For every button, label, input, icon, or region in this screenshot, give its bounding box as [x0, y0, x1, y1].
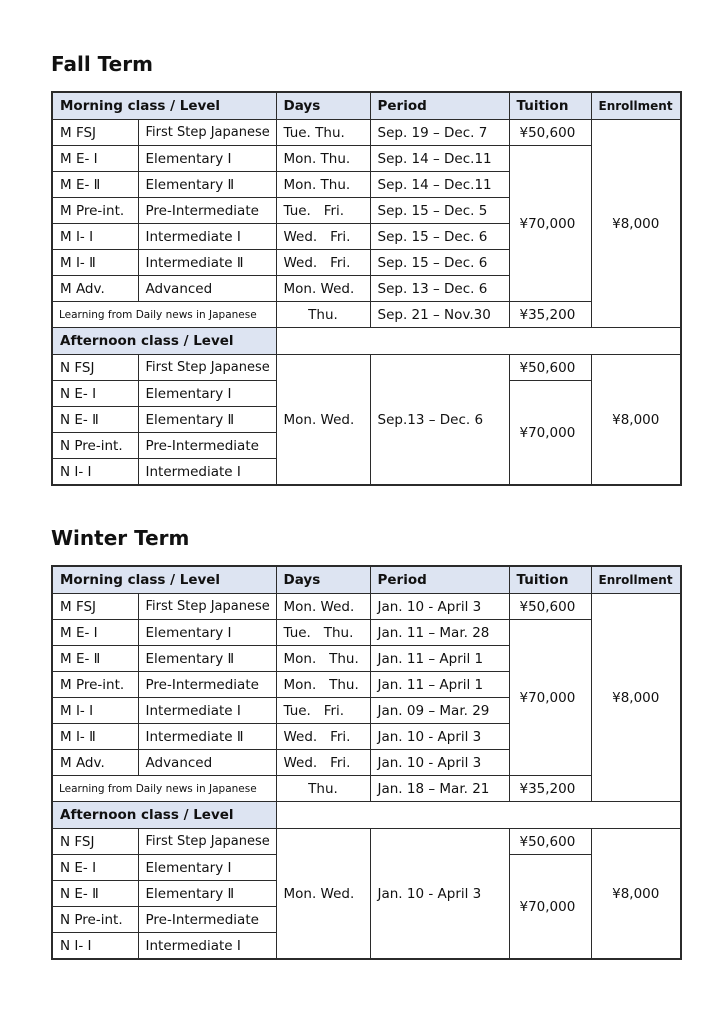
class-period: Jan. 11 – April 1 — [370, 672, 509, 698]
class-level: Elementary Ⅱ — [138, 407, 276, 433]
afternoon-header-row — [52, 328, 681, 355]
class-code: M E- Ⅰ — [52, 620, 138, 646]
class-code: N E- Ⅱ — [52, 881, 138, 907]
winter-schedule-table — [51, 565, 682, 960]
class-level: Intermediate Ⅰ — [138, 933, 276, 960]
class-code: M Pre-int. — [52, 672, 138, 698]
class-code: N I- Ⅰ — [52, 933, 138, 960]
class-level: First Step Japanese — [138, 120, 276, 146]
class-period: Sep. 14 – Dec.11 — [370, 172, 509, 198]
afternoon-period: Jan. 10 - April 3 — [370, 829, 509, 960]
class-level: Elementary Ⅱ — [138, 646, 276, 672]
class-code: M E- Ⅱ — [52, 172, 138, 198]
class-period: Sep. 15 – Dec. 6 — [370, 224, 509, 250]
class-days: Wed. Fri. — [276, 724, 370, 750]
class-code: M FSJ — [52, 120, 138, 146]
class-days: Wed. Fri. — [276, 224, 370, 250]
class-period: Jan. 09 – Mar. 29 — [370, 698, 509, 724]
class-level: Pre-Intermediate — [138, 433, 276, 459]
afternoon-tuition-group: ¥70,000 — [509, 381, 591, 486]
class-period: Jan. 18 – Mar. 21 — [370, 776, 509, 802]
class-days: Mon. Thu. — [276, 146, 370, 172]
class-level: Elementary Ⅱ — [138, 172, 276, 198]
class-code: N Pre-int. — [52, 907, 138, 933]
class-period: Sep. 21 – Nov.30 — [370, 302, 509, 328]
class-tuition: ¥50,600 — [509, 120, 591, 146]
class-period: Sep. 15 – Dec. 6 — [370, 250, 509, 276]
class-code: N E- Ⅰ — [52, 381, 138, 407]
class-period: Sep. 14 – Dec.11 — [370, 146, 509, 172]
class-days: Wed. Fri. — [276, 250, 370, 276]
class-period: Jan. 11 – Mar. 28 — [370, 620, 509, 646]
class-days: Mon. Thu. — [276, 672, 370, 698]
winter-term-title: Winter Term — [51, 526, 190, 550]
class-code: M I- Ⅱ — [52, 250, 138, 276]
header-enrollment: Enrollment — [591, 566, 681, 594]
class-period: Jan. 11 – April 1 — [370, 646, 509, 672]
class-days: Mon. Thu. — [276, 646, 370, 672]
daily-news-class: Learning from Daily news in Japanese — [52, 302, 276, 328]
class-days: Wed. Fri. — [276, 750, 370, 776]
afternoon-enrollment-fee: ¥8,000 — [591, 829, 681, 960]
table-row — [52, 355, 681, 381]
class-code: N Pre-int. — [52, 433, 138, 459]
class-code: M I- Ⅱ — [52, 724, 138, 750]
header-tuition: Tuition — [509, 92, 591, 120]
class-code: N I- Ⅰ — [52, 459, 138, 486]
table-row — [52, 776, 681, 802]
class-code: N FSJ — [52, 355, 138, 381]
table-header-row — [52, 92, 681, 120]
class-days: Mon. Thu. — [276, 172, 370, 198]
table-header-row — [52, 566, 681, 594]
header-class-level: Morning class / Level — [52, 92, 276, 120]
header-period: Period — [370, 566, 509, 594]
morning-enrollment-fee: ¥8,000 — [591, 594, 681, 802]
afternoon-header-row — [52, 802, 681, 829]
afternoon-header-blank — [276, 802, 681, 829]
class-level: Intermediate Ⅱ — [138, 250, 276, 276]
table-row — [52, 302, 681, 328]
class-period: Jan. 10 - April 3 — [370, 750, 509, 776]
class-level: First Step Japanese — [138, 829, 276, 855]
afternoon-enrollment-fee: ¥8,000 — [591, 355, 681, 486]
class-period: Jan. 10 - April 3 — [370, 594, 509, 620]
class-code: M I- Ⅰ — [52, 224, 138, 250]
table-row — [52, 620, 681, 646]
class-code: M FSJ — [52, 594, 138, 620]
class-code: N FSJ — [52, 829, 138, 855]
header-days: Days — [276, 566, 370, 594]
class-level: Intermediate Ⅰ — [138, 224, 276, 250]
class-tuition: ¥35,200 — [509, 776, 591, 802]
class-level: First Step Japanese — [138, 594, 276, 620]
afternoon-header: Afternoon class / Level — [52, 802, 276, 829]
class-level: Pre-Intermediate — [138, 907, 276, 933]
morning-tuition-group: ¥70,000 — [509, 146, 591, 302]
class-tuition: ¥50,600 — [509, 594, 591, 620]
header-enrollment: Enrollment — [591, 92, 681, 120]
class-code: N E- Ⅱ — [52, 407, 138, 433]
class-level: Elementary Ⅰ — [138, 620, 276, 646]
afternoon-days: Mon. Wed. — [276, 355, 370, 486]
class-days: Thu. — [276, 302, 370, 328]
afternoon-tuition-fsj: ¥50,600 — [509, 355, 591, 381]
class-code: M E- Ⅱ — [52, 646, 138, 672]
class-level: Elementary Ⅰ — [138, 381, 276, 407]
class-tuition: ¥35,200 — [509, 302, 591, 328]
class-code: M I- Ⅰ — [52, 698, 138, 724]
class-days: Tue. Fri. — [276, 198, 370, 224]
table-row — [52, 146, 681, 172]
class-level: Pre-Intermediate — [138, 198, 276, 224]
afternoon-period: Sep.13 – Dec. 6 — [370, 355, 509, 486]
afternoon-tuition-group: ¥70,000 — [509, 855, 591, 960]
class-period: Sep. 13 – Dec. 6 — [370, 276, 509, 302]
afternoon-header: Afternoon class / Level — [52, 328, 276, 355]
header-tuition: Tuition — [509, 566, 591, 594]
class-days: Thu. — [276, 776, 370, 802]
class-period: Sep. 19 – Dec. 7 — [370, 120, 509, 146]
class-level: Advanced — [138, 750, 276, 776]
morning-enrollment-fee: ¥8,000 — [591, 120, 681, 328]
class-period: Sep. 15 – Dec. 5 — [370, 198, 509, 224]
table-row — [52, 120, 681, 146]
class-code: M Adv. — [52, 276, 138, 302]
fall-schedule-table — [51, 91, 682, 486]
afternoon-days: Mon. Wed. — [276, 829, 370, 960]
class-level: Elementary Ⅰ — [138, 855, 276, 881]
class-code: M Adv. — [52, 750, 138, 776]
class-level: Advanced — [138, 276, 276, 302]
table-row — [52, 594, 681, 620]
header-class-level: Morning class / Level — [52, 566, 276, 594]
class-level: Intermediate Ⅰ — [138, 698, 276, 724]
afternoon-tuition-fsj: ¥50,600 — [509, 829, 591, 855]
class-days: Tue. Thu. — [276, 120, 370, 146]
morning-tuition-group: ¥70,000 — [509, 620, 591, 776]
class-level: Pre-Intermediate — [138, 672, 276, 698]
class-level: First Step Japanese — [138, 355, 276, 381]
class-level: Elementary Ⅱ — [138, 881, 276, 907]
class-code: M E- Ⅰ — [52, 146, 138, 172]
class-days: Mon. Wed. — [276, 276, 370, 302]
class-code: N E- Ⅰ — [52, 855, 138, 881]
class-code: M Pre-int. — [52, 198, 138, 224]
class-level: Intermediate Ⅰ — [138, 459, 276, 486]
header-days: Days — [276, 92, 370, 120]
afternoon-header-blank — [276, 328, 681, 355]
table-row — [52, 829, 681, 855]
fall-term-title: Fall Term — [51, 52, 153, 76]
class-level: Elementary Ⅰ — [138, 146, 276, 172]
header-period: Period — [370, 92, 509, 120]
class-days: Tue. Thu. — [276, 620, 370, 646]
class-days: Tue. Fri. — [276, 698, 370, 724]
daily-news-class: Learning from Daily news in Japanese — [52, 776, 276, 802]
class-days: Mon. Wed. — [276, 594, 370, 620]
class-level: Intermediate Ⅱ — [138, 724, 276, 750]
class-period: Jan. 10 - April 3 — [370, 724, 509, 750]
